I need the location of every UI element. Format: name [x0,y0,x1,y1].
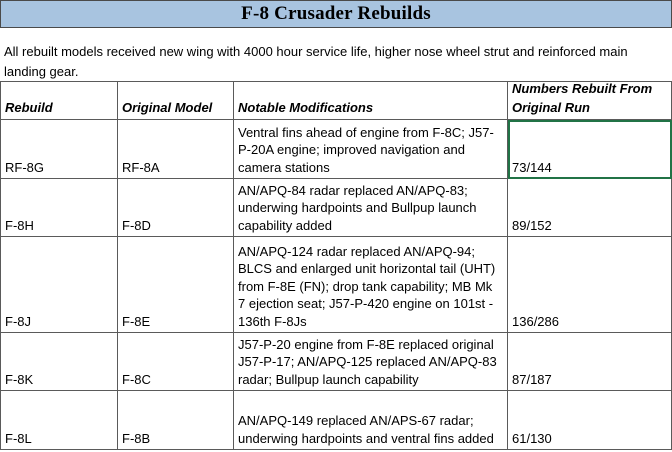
cell-rebuild[interactable]: RF-8G [0,120,118,179]
sheet-title[interactable]: F-8 Crusader Rebuilds [0,0,672,28]
cell-rebuild[interactable]: F-8K [0,333,118,391]
header-rebuild[interactable]: Rebuild [0,81,118,120]
cell-original-model[interactable]: F-8B [118,391,234,450]
cell-original-model[interactable]: F-8C [118,333,234,391]
cell-numbers-rebuilt[interactable]: 136/286 [508,237,672,333]
cell-notable-modifications[interactable]: AN/APQ-124 radar replaced AN/APQ-94; BLCS and enlarged unit horizontal tail (UHT) from F-8E (FN); drop tank capability; MB Mk 7 ejection seat; J57-P-420 engine on 101st - 136th F-8Js [234,237,508,333]
rebuild-note[interactable]: All rebuilt models received new wing with 4000 hour service life, higher nose wheel strut and reinforced main landing gear. [4,44,628,79]
cell-original-model[interactable]: F-8D [118,179,234,237]
header-numbers-rebuilt[interactable]: Numbers Rebuilt From Original Run [508,81,672,120]
header-original-model[interactable]: Original Model [118,81,234,120]
cell-rebuild[interactable]: F-8L [0,391,118,450]
cell-original-model[interactable]: RF-8A [118,120,234,179]
cell-notable-modifications[interactable]: J57-P-20 engine from F-8E replaced original J57-P-17; AN/APQ-125 replaced AN/APQ-83 radar; Bullpup launch capability [234,333,508,391]
cell-rebuild[interactable]: F-8H [0,179,118,237]
cell-notable-modifications[interactable]: AN/APQ-149 replaced AN/APS-67 radar; underwing hardpoints and ventral fins added [234,391,508,450]
cell-rebuild[interactable]: F-8J [0,237,118,333]
cell-notable-modifications[interactable]: AN/APQ-84 radar replaced AN/APQ-83; underwing hardpoints and Bullpup launch capability added [234,179,508,237]
cell-numbers-rebuilt[interactable]: 87/187 [508,333,672,391]
cell-notable-modifications[interactable]: Ventral fins ahead of engine from F-8C; J57-P-20A engine; improved navigation and camera stations [234,120,508,179]
cell-numbers-rebuilt-selected[interactable]: 73/144 [508,120,672,179]
cell-numbers-rebuilt[interactable]: 61/130 [508,391,672,450]
header-notable-modifications[interactable]: Notable Modifications [234,81,508,120]
cell-original-model[interactable]: F-8E [118,237,234,333]
cell-numbers-rebuilt[interactable]: 89/152 [508,179,672,237]
